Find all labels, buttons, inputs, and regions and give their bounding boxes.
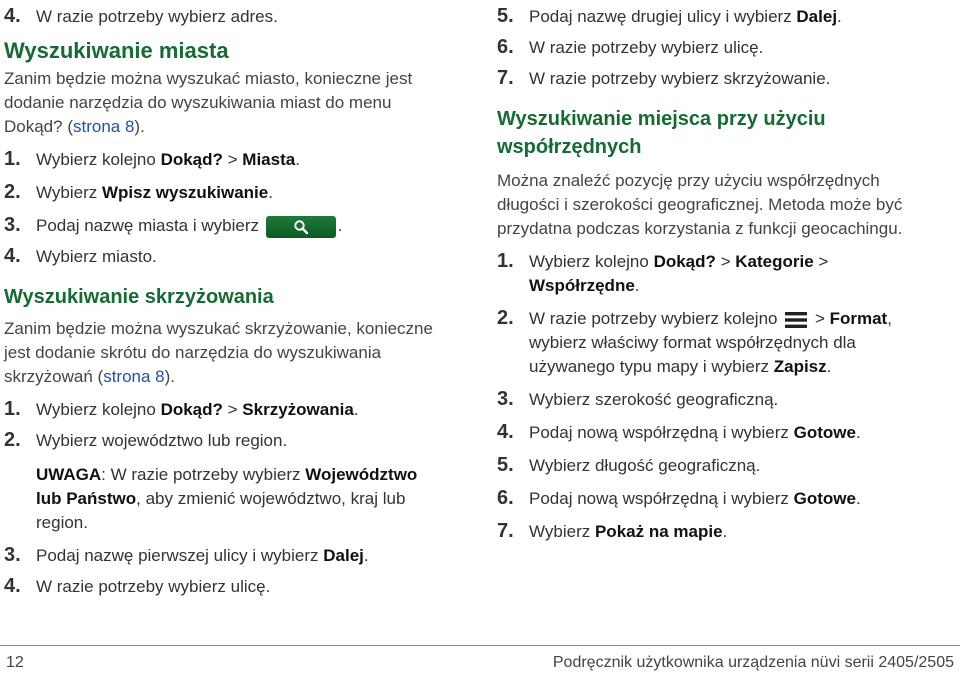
step-coordinates-4: 4. Podaj nową współrzędną i wybierz Gotowe. [497,421,861,443]
step-coordinates-7: 7. Wybierz Pokaż na mapie. [497,520,728,542]
search-button[interactable] [266,216,336,238]
step-city-3: 3. Podaj nazwę miasta i wybierz . [4,214,343,236]
step-coordinates-6: 6. Podaj nową współrzędną i wybierz Gotowe. [497,487,861,509]
step-intersection-3: 3. Podaj nazwę pierwszej ulicy i wybierz Dalej. [4,544,369,566]
step-intersection-4: 4. W razie potrzeby wybierz ulicę. [4,575,271,597]
paragraph-coordinates-1: Można znaleźć pozycję przy użyciu współrzędnych [497,171,880,190]
heading-coordinates-1: Wyszukiwanie miejsca przy użyciu [497,108,826,130]
heading-city-search: Wyszukiwanie miasta [4,38,229,63]
paragraph-intersection-3: skrzyżowań (strona 8). [4,367,176,386]
paragraph-city-1: Zanim będzie można wyszukać miasto, konieczne jest [4,69,413,88]
page-link[interactable]: strona 8 [103,367,165,386]
footer-title: Podręcznik użytkownika urządzenia nüvi serii 2405/2505 [552,654,954,671]
left-column [4,0,464,599]
step-coordinates-5: 5. Wybierz długość geograficzną. [497,454,761,476]
paragraph-coordinates-2: długości i szerokości geograficznej. Metoda może być [497,195,903,214]
step-city-4: 4. Wybierz miasto. [4,245,157,267]
step-intersection-7: 7. W razie potrzeby wybierz skrzyżowanie. [497,67,831,89]
step-coordinates-3: 3. Wybierz szerokość geograficzną. [497,388,779,410]
step-select-address: 4. W razie potrzeby wybierz adres. [4,5,278,27]
menu-icon [785,311,807,329]
paragraph-city-3: Dokąd? (strona 8). [4,117,145,136]
note-block: UWAGA: W razie potrzeby wybierz Województwo lub Państwo, aby zmienić województwo, kraj lub region. [36,465,418,532]
step-intersection-2: 2. Wybierz województwo lub region. [4,429,288,451]
right-column [497,0,957,544]
search-icon [293,219,309,235]
page-link[interactable]: strona 8 [72,117,135,136]
heading-intersection-search: Wyszukiwanie skrzyżowania [4,286,274,308]
step-city-1: 1. Wybierz kolejno Dokąd? > Miasta. [4,148,300,170]
step-city-2: 2. Wybierz Wpisz wyszukiwanie. [4,181,273,203]
page-number: 12 [6,654,24,671]
step-coordinates-2: 2. W razie potrzeby wybierz kolejno > Format, wybierz właściwy format współrzędnych dla używanego typu mapy i wybierz Zapisz. [497,307,892,376]
step-intersection-5: 5. Podaj nazwę drugiej ulicy i wybierz Dalej. [497,5,842,27]
paragraph-coordinates-3: przydatna podczas korzystania z funkcji geocachingu. [497,219,903,238]
step-intersection-6: 6. W razie potrzeby wybierz ulicę. [497,36,764,58]
paragraph-city-2: dodanie narzędzia do wyszukiwania miast do menu [4,93,392,112]
paragraph-intersection-1: Zanim będzie można wyszukać skrzyżowanie, konieczne [4,319,433,338]
step-intersection-1: 1. Wybierz kolejno Dokąd? > Skrzyżowania. [4,398,359,420]
step-coordinates-1: 1. Wybierz kolejno Dokąd? > Kategorie > Współrzędne. [497,250,829,295]
footer-divider [0,645,960,646]
heading-coordinates-2: współrzędnych [497,136,642,158]
paragraph-intersection-2: jest dodanie skrótu do narzędzia do wyszukiwania [4,343,382,362]
